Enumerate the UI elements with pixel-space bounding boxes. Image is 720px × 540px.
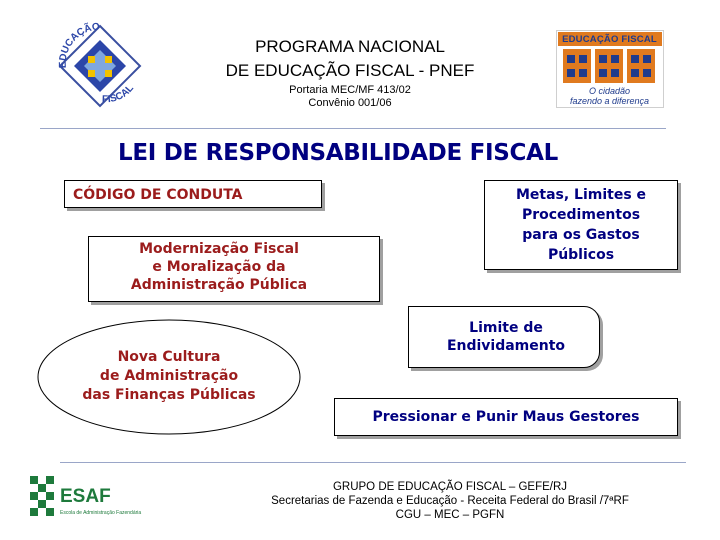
header-divider [40,128,666,129]
esaf-logo-subtitle: Escola de Administração Fazendária [60,510,142,516]
cultura-line-2: de Administração [99,368,239,384]
metas-line-2: Procedimentos [521,207,641,223]
esaf-logo [24,472,144,522]
header-title-line2: DE EDUCAÇÃO FISCAL - PNEF [225,61,475,80]
educacao-fiscal-logo-right [556,30,664,108]
pressionar-label: Pressionar e Punir Maus Gestores [372,409,640,425]
logo-left-word-bottom: FISCAL [101,82,136,106]
portaria-text: Portaria MEC/MF 413/02 [289,84,411,96]
logo-right-tagline-2: fazendo a diferença [569,96,650,106]
footer-orgs: CGU – MEC – PGFN [395,509,505,521]
educacao-fiscal-logo-left [52,20,148,110]
modernizacao-line-3: Administração Pública [130,277,308,293]
limite-line-1: Limite de [469,320,543,336]
limite-endividamento-box [408,306,600,368]
logo-right-tagline [559,86,660,106]
metas-line-4: Públicos [547,247,615,263]
modernizacao-box [88,236,380,302]
convenio-text: Convênio 001/06 [308,97,392,109]
limite-line-2: Endividamento [446,338,566,354]
metas-line-1: Metas, Limites e [515,187,647,203]
codigo-de-conduta-box [64,180,322,208]
logo-left-word-top: EDUCAÇÃO [57,21,101,69]
logo-right-tagline-1: O cidadão [588,86,631,96]
modernizacao-line-2: e Moralização da [152,259,286,275]
pressionar-box [334,398,678,436]
modernizacao-line-1: Modernização Fiscal [139,241,299,257]
main-title: LEI DE RESPONSABILIDADE FISCAL [118,140,558,166]
metas-line-3: para os Gastos [522,227,640,243]
cultura-line-3: das Finanças Públicas [82,387,256,403]
footer-group: GRUPO DE EDUCAÇÃO FISCAL – GEFE/RJ [332,481,568,493]
educacao-fiscal-seal-icon [52,20,148,110]
header-title-line1: PROGRAMA NACIONAL [255,37,445,56]
cultura-line-1: Nova Cultura [117,349,221,365]
footer-secretarias: Secretarias de Fazenda e Educação - Receita Federal do Brasil /7ªRF [271,495,629,507]
nova-cultura-ellipse [36,318,302,436]
esaf-logo-text: ESAF [60,486,111,507]
logo-right-title: EDUCAÇÃO FISCAL [562,34,657,45]
metas-box [484,180,678,270]
codigo-de-conduta-label: CÓDIGO DE CONDUTA [73,187,243,203]
footer-divider [60,462,686,463]
